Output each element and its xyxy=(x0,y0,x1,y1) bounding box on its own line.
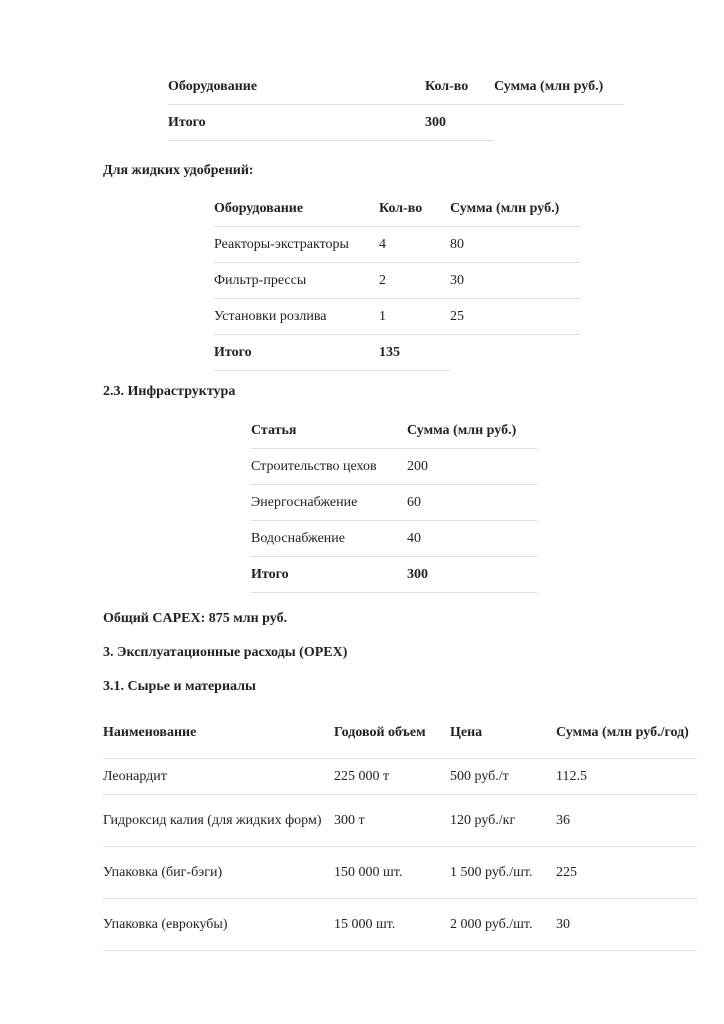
table-row xyxy=(103,899,697,951)
table-cell: 112.5 xyxy=(556,759,697,795)
column-header: Сумма (млн руб.) xyxy=(494,70,624,105)
column-header: Цена xyxy=(450,708,556,759)
total-label: Итого xyxy=(168,105,425,141)
infrastructure-heading: 2.3. Инфраструктура xyxy=(103,384,236,399)
table-header-row xyxy=(168,70,624,105)
column-header: Кол-во xyxy=(425,70,494,105)
table-row xyxy=(214,227,580,263)
table-row xyxy=(251,449,537,485)
table-row xyxy=(214,263,580,299)
table-cell: 2 xyxy=(379,263,450,299)
table-total-row xyxy=(214,335,580,371)
table-cell: Энергоснабжение xyxy=(251,485,407,521)
total-value: 135 xyxy=(379,335,450,371)
table-cell: Фильтр-прессы xyxy=(214,263,379,299)
table-cell: 500 руб./т xyxy=(450,759,556,795)
table-row xyxy=(103,759,697,795)
raw-materials-heading: 3.1. Сырье и материалы xyxy=(103,679,256,694)
liquid-fertilizers-heading: Для жидких удобрений: xyxy=(103,163,254,178)
column-header: Кол-во xyxy=(379,192,450,227)
table-cell: 25 xyxy=(450,299,580,335)
table-cell: Водоснабжение xyxy=(251,521,407,557)
column-header: Оборудование xyxy=(168,70,425,105)
table-row xyxy=(251,485,537,521)
table-cell: 36 xyxy=(556,795,697,847)
table-cell: 150 000 шт. xyxy=(334,847,450,899)
table-cell: 2 000 руб./шт. xyxy=(450,899,556,951)
table-cell: 225 xyxy=(556,847,697,899)
table-cell: 200 xyxy=(407,449,537,485)
table-cell: 60 xyxy=(407,485,537,521)
table-total-row xyxy=(251,557,537,593)
table-cell: 15 000 шт. xyxy=(334,899,450,951)
column-header: Сумма (млн руб.) xyxy=(407,413,537,449)
table-cell: 40 xyxy=(407,521,537,557)
infrastructure-table xyxy=(251,413,537,593)
table-cell: 30 xyxy=(556,899,697,951)
table-cell: 1 500 руб./шт. xyxy=(450,847,556,899)
table-cell: Упаковка (еврокубы) xyxy=(103,899,334,951)
table-cell: 80 xyxy=(450,227,580,263)
table-cell: Гидроксид калия (для жидких форм) xyxy=(103,795,334,847)
table-cell: 1 xyxy=(379,299,450,335)
table-total-row xyxy=(168,105,624,141)
column-header: Статья xyxy=(251,413,407,449)
equipment-table-tail xyxy=(168,70,624,141)
total-label: Итого xyxy=(214,335,379,371)
column-header: Наименование xyxy=(103,708,334,759)
column-header: Оборудование xyxy=(214,192,379,227)
table-cell: Установки розлива xyxy=(214,299,379,335)
total-label: Итого xyxy=(251,557,407,593)
raw-materials-table xyxy=(103,708,697,951)
table-cell: 225 000 т xyxy=(334,759,450,795)
column-header: Годовой объем xyxy=(334,708,450,759)
table-header-row xyxy=(251,413,537,449)
table-row xyxy=(103,795,697,847)
table-row xyxy=(103,847,697,899)
liquid-equipment-table xyxy=(214,192,580,371)
total-value: 300 xyxy=(425,105,494,141)
column-header: Сумма (млн руб./год) xyxy=(556,708,697,759)
table-cell: Леонардит xyxy=(103,759,334,795)
table-cell: 120 руб./кг xyxy=(450,795,556,847)
table-row xyxy=(214,299,580,335)
table-header-row xyxy=(103,708,697,759)
table-cell: 300 т xyxy=(334,795,450,847)
opex-heading: 3. Эксплуатационные расходы (OPEX) xyxy=(103,645,348,660)
column-header: Сумма (млн руб.) xyxy=(450,192,580,227)
table-cell: Упаковка (биг-бэги) xyxy=(103,847,334,899)
table-row xyxy=(251,521,537,557)
table-cell: Реакторы-экстракторы xyxy=(214,227,379,263)
total-value: 300 xyxy=(407,557,537,593)
table-cell: 4 xyxy=(379,227,450,263)
table-cell: 30 xyxy=(450,263,580,299)
table-header-row xyxy=(214,192,580,227)
table-cell: Строительство цехов xyxy=(251,449,407,485)
capex-total: Общий CAPEX: 875 млн руб. xyxy=(103,611,288,626)
